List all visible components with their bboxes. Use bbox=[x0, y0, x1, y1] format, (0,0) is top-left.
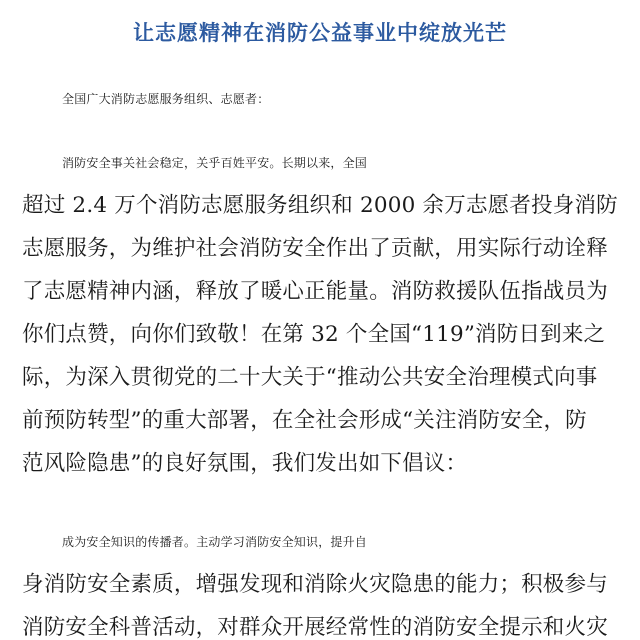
paragraph-line: 了志愿精神内涵，释放了暖心正能量。消防救援队伍指战员为 bbox=[22, 279, 608, 304]
paragraph-line: 消防安全事关社会稳定，关乎百姓平安。长期以来，全国 bbox=[62, 156, 368, 170]
salutation: 全国广大消防志愿服务组织、志愿者： bbox=[62, 92, 270, 106]
paragraph-line: 前预防转型”的重大部署，在全社会形成“关注消防安全，防 bbox=[22, 408, 587, 433]
paragraph-line: 际，为深入贯彻党的二十大关于“推动公共安全治理模式向事 bbox=[22, 365, 598, 390]
paragraph-line: 范风险隐患”的良好氛围，我们发出如下倡议： bbox=[22, 451, 468, 476]
paragraph-line: 身消防安全素质，增强发现和消除火灾隐患的能力；积极参与 bbox=[22, 572, 608, 597]
paragraph-line: 超过 2.4 万个消防志愿服务组织和 2000 余万志愿者投身消防 bbox=[22, 193, 618, 218]
paragraph-line: 成为安全知识的传播者。主动学习消防安全知识，提升自 bbox=[62, 535, 368, 549]
paragraph-line: 志愿服务，为维护社会消防安全作出了贡献，用实际行动诠释 bbox=[22, 236, 608, 261]
paragraph-line: 消防安全科普活动，对群众开展经常性的消防安全提示和火灾 bbox=[22, 615, 608, 640]
paragraph-line: 你们点赞，向你们致敬！在第 32 个全国“119”消防日到来之 bbox=[22, 322, 606, 347]
article-title: 让志愿精神在消防公益事业中绽放光芒 bbox=[133, 21, 507, 45]
